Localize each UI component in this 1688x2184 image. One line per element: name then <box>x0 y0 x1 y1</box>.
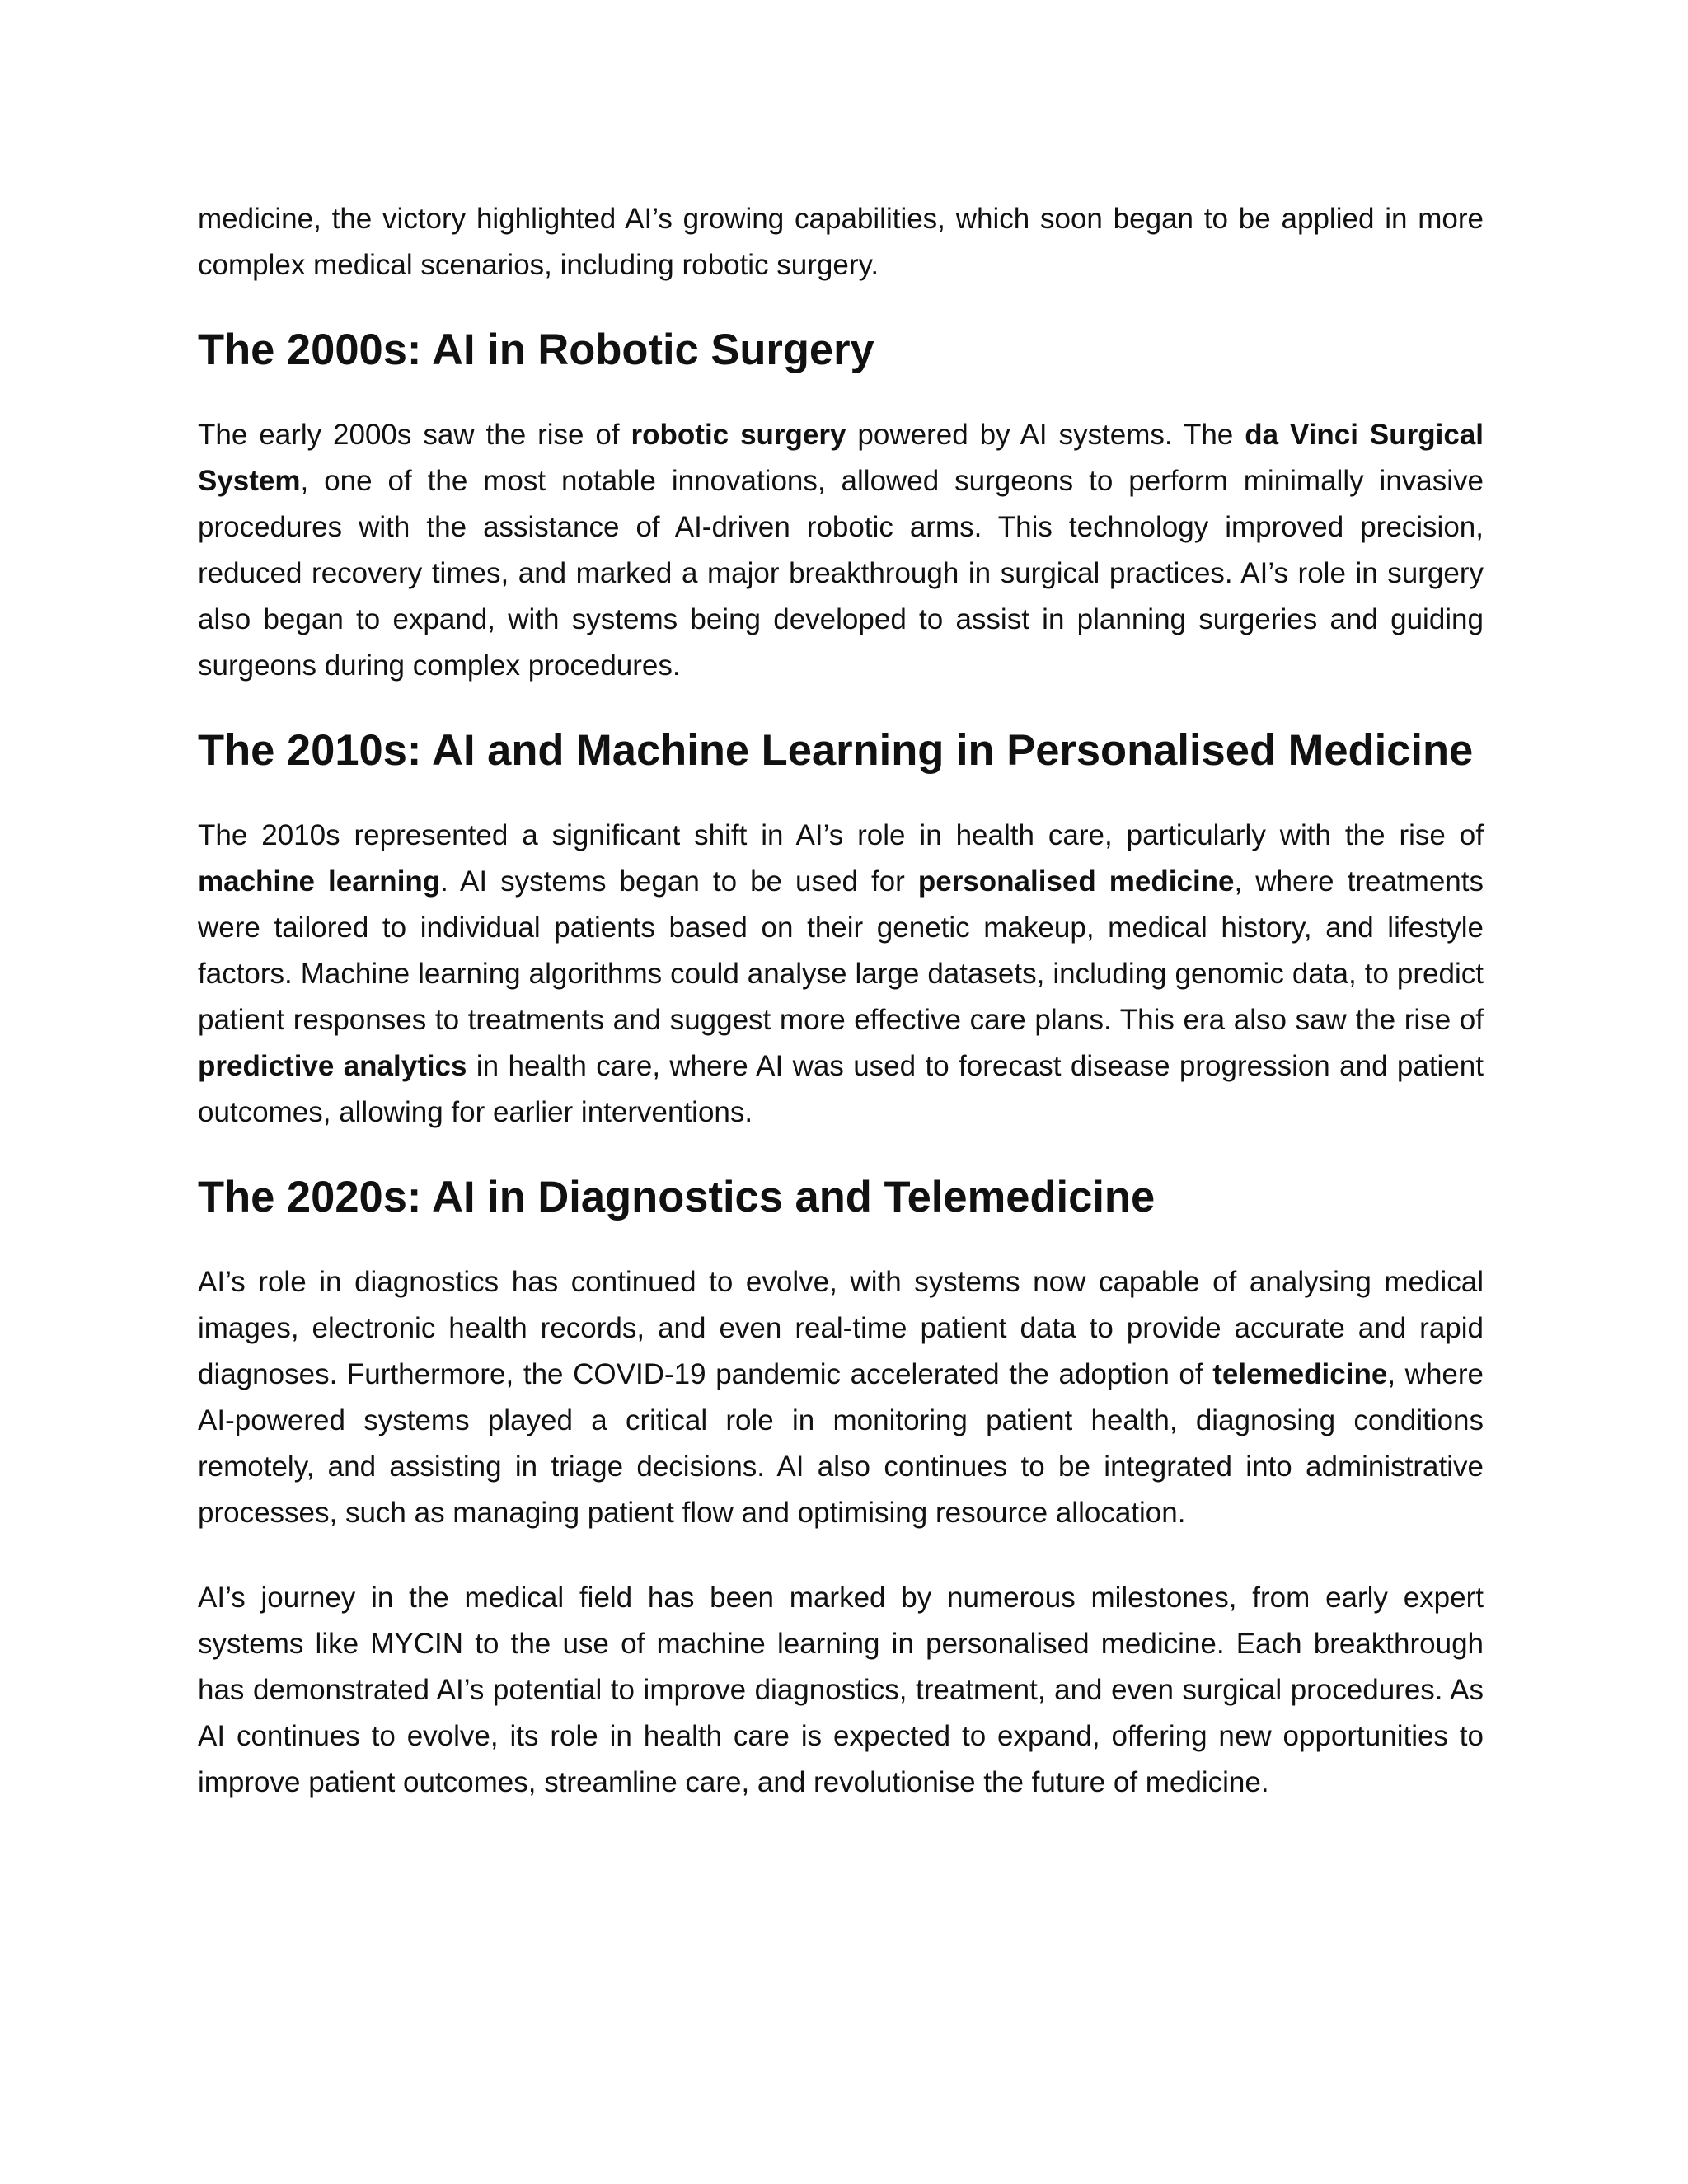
paragraph-2000s <box>198 412 1484 689</box>
paragraph-text: powered by AI systems. The <box>846 419 1245 451</box>
paragraph-2010s <box>198 813 1484 1136</box>
document-page <box>198 196 1484 1844</box>
paragraph-text: , where AI-powered systems played a critical role in monitoring patient health, diagnosing conditions remotely, and assisting in triage decisions. AI also continues to be integrated into administrative processes, such as managing patient flow and optimising resource allocation. <box>198 1358 1484 1529</box>
bold-term-telemedicine: telemedicine <box>1212 1358 1388 1390</box>
paragraph-conclusion <box>198 1575 1484 1806</box>
section-heading-2000s: The 2000s: AI in Robotic Surgery <box>198 326 874 374</box>
paragraph-text: , where treatments were tailored to individual patients based on their genetic makeup, medical history, and lifestyle factors. Machine learning algorithms could analyse large datasets, including genomic data, to predict patient responses to treatments and suggest more effective care plans. This era also saw the rise of <box>198 865 1484 1036</box>
bold-term-predictive-analytics: predictive analytics <box>198 1050 467 1082</box>
paragraph-text: in health care, where AI was used to forecast disease progression and patient outcomes, allowing for earlier interventions. <box>198 1050 1484 1128</box>
section-heading-2020s: The 2020s: AI in Diagnostics and Telemedicine <box>198 1173 1156 1221</box>
bold-term-personalised-medicine: personalised medicine <box>917 865 1235 898</box>
section-heading-2010s: The 2010s: AI and Machine Learning in Personalised Medicine <box>198 726 1474 775</box>
bold-term-machine-learning: machine learning <box>198 865 441 898</box>
paragraph-2020s <box>198 1259 1484 1536</box>
bold-term-da-vinci: da Vinci Surgical System <box>198 419 1484 497</box>
paragraph-intro-continuation <box>198 196 1484 288</box>
paragraph-text: , one of the most notable innovations, allowed surgeons to perform minimally invasive procedures with the assistance of AI-driven robotic arms. This technology improved precision, reduced recovery times, and marked a major breakthrough in surgical practices. AI’s role in surgery also began to expand, with systems being developed to assist in planning surgeries and guiding surgeons during complex procedures. <box>198 465 1484 682</box>
paragraph-text: medicine, the victory highlighted AI’s growing capabilities, which soon began to be applied in more complex medical scenarios, including robotic surgery. <box>198 203 1484 281</box>
bold-term-robotic-surgery: robotic surgery <box>631 419 846 451</box>
paragraph-text: . AI systems began to be used for <box>440 865 918 898</box>
paragraph-text: The early 2000s saw the rise of <box>198 419 631 451</box>
paragraph-text: AI’s role in diagnostics has continued to evolve, with systems now capable of analysing medical images, electronic health records, and even real-time patient data to provide accurate and rapid diagnoses. Furthermore, the COVID-19 pandemic accelerated the adoption of <box>198 1266 1484 1390</box>
paragraph-text: AI’s journey in the medical field has been marked by numerous milestones, from early expert systems like MYCIN to the use of machine learning in personalised medicine. Each breakthrough has demonstrated AI’s potential to improve diagnostics, treatment, and even surgical procedures. As AI continues to evolve, its role in health care is expected to expand, offering new opportunities to improve patient outcomes, streamline care, and revolutionise the future of medicine. <box>198 1582 1484 1798</box>
paragraph-text: The 2010s represented a significant shift in AI’s role in health care, particularly with the rise of <box>198 819 1484 851</box>
